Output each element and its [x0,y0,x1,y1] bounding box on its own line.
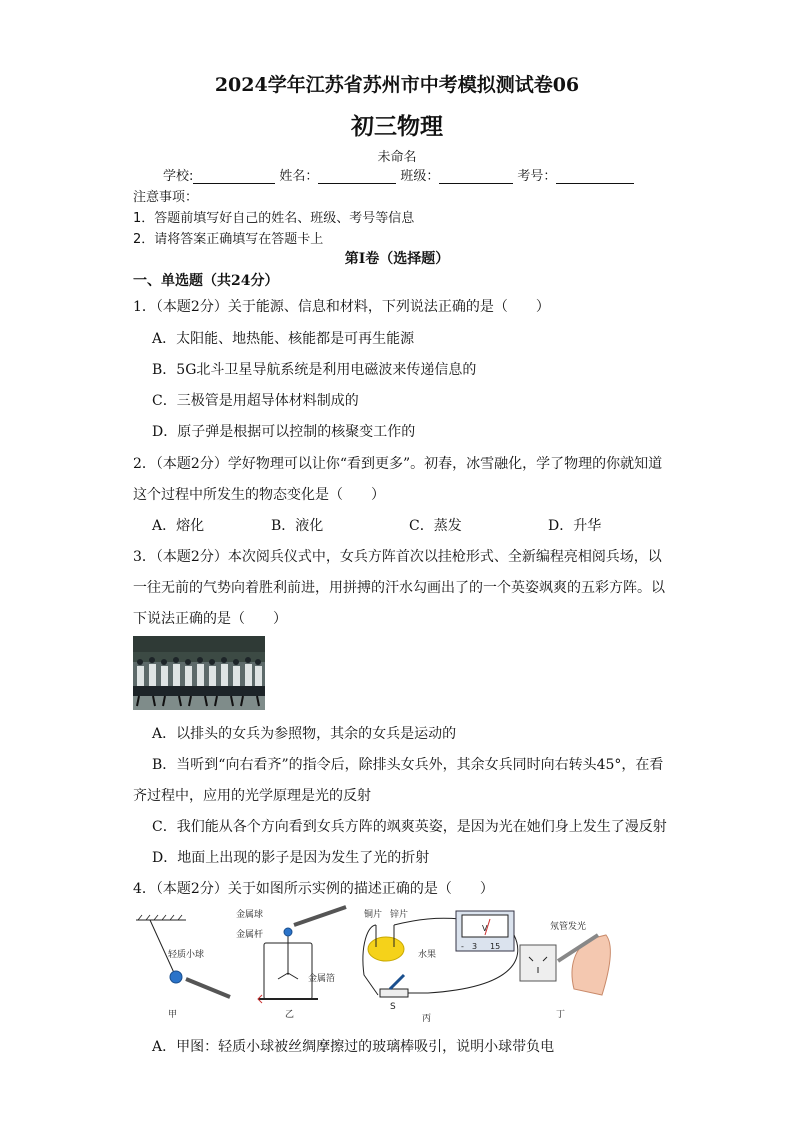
parade-photo [133,636,265,710]
exam-number-label: 考号： [517,169,557,184]
question-4-option-a: A．甲图：轻质小球被丝绸摩擦过的玻璃棒吸引，说明小球带负电 [152,1039,555,1055]
class-blank[interactable] [439,169,513,184]
name-blank[interactable] [318,169,396,184]
label-metal-rod: 金属杆 [236,930,264,940]
question-2-stem: 2．（本题2分）学好物理可以让你“看到更多”。初春，冰雪融化，学了物理的你就知道 [133,456,663,472]
school-blank[interactable] [193,169,275,184]
unnamed-label: 未命名 [377,150,417,165]
question-1-option-c: C．三极管是用超导体材料制成的 [152,393,359,409]
label-jia: 甲 [168,1010,178,1020]
label-yi: 乙 [285,1010,295,1020]
question-4-stem: 4．（本题2分）关于如图所示实例的描述正确的是（ ） [133,881,494,897]
question-2-option-c: C．蒸发 [409,518,462,534]
question-3-option-a: A．以排头的女兵为参照物，其余的女兵是运动的 [152,726,457,742]
label-scale-15: 15 [490,942,501,951]
student-info-line [163,165,634,184]
question-3-option-c: C．我们能从各个方向看到女兵方阵的飒爽英姿，是因为光在她们身上发生了漫反射 [152,819,667,835]
question-3-stem: 下说法正确的是（ ） [133,611,287,627]
label-light-ball: 轻质小球 [168,950,205,960]
label-copper: 铜片 [364,910,383,920]
figure-yi [236,907,346,1020]
label-v: V [482,924,488,933]
question-3-stem: 一往无前的气势向着胜利前进，用拼搏的汗水勾画出了的一个英姿飒爽的五彩方阵。以 [133,580,665,596]
exam-title: 2024学年江苏省苏州市中考模拟测试卷06 [214,74,580,96]
label-zinc: 锌片 [390,910,409,920]
figure-bing [363,908,518,1024]
question-4-figure [128,905,618,1025]
figure-jia [136,915,230,1020]
question-1-option-b: B．5G北斗卫星导航系统是利用电磁波来传递信息的 [152,362,477,378]
class-label: 班级： [400,169,440,184]
name-label: 姓名： [279,169,319,184]
exam-number-blank[interactable] [556,169,634,184]
label-ding: 丁 [556,1010,566,1020]
question-3-stem: 3．（本题2分）本次阅兵仪式中，女兵方阵首次以挂枪形式、全新编程亮相阅兵场，以 [133,549,662,565]
question-1-option-d: D．原子弹是根据可以控制的核聚变工作的 [152,424,416,440]
section-title: 第I卷（选择题） [344,251,450,267]
part-title: 一、单选题（共24分） [133,273,279,289]
label-metal-ball: 金属球 [236,910,264,920]
question-2-option-d: D．升华 [548,518,602,534]
question-2-option-a: A．熔化 [152,518,205,534]
subject-title: 初三物理 [351,113,443,140]
label-bing: 丙 [422,1014,432,1024]
label-switch: S [390,1002,396,1012]
question-1-stem: 1．（本题2分）关于能源、信息和材料，下列说法正确的是（ ） [133,299,550,315]
figure-ding [520,920,610,1020]
school-label: 学校: [163,169,194,184]
question-3-option-b: B．当听到“向右看齐”的指令后，除排头女兵外，其余女兵同时向右转头45°，在看 [152,757,664,773]
notice-item: 2．请将答案正确填写在答题卡上 [133,232,324,247]
label-minus: - [461,942,464,951]
question-2-stem: 这个过程中所发生的物态变化是（ ） [133,487,385,503]
label-fruit: 水果 [418,950,437,960]
question-1-option-a: A．太阳能、地热能、核能都是可再生能源 [152,331,415,347]
label-scale-3: 3 [472,942,478,951]
question-2-option-b: B．液化 [271,518,324,534]
notice-heading: 注意事项： [133,190,199,205]
label-metal-foil: 金属箔 [308,974,336,984]
question-3-option-b-cont: 齐过程中，应用的光学原理是光的反射 [133,788,371,804]
question-3-option-d: D．地面上出现的影子是因为发生了光的折射 [152,850,430,866]
notice-item: 1．答题前填写好自己的姓名、班级、考号等信息 [133,211,415,226]
label-neon: 氖管发光 [550,922,587,932]
